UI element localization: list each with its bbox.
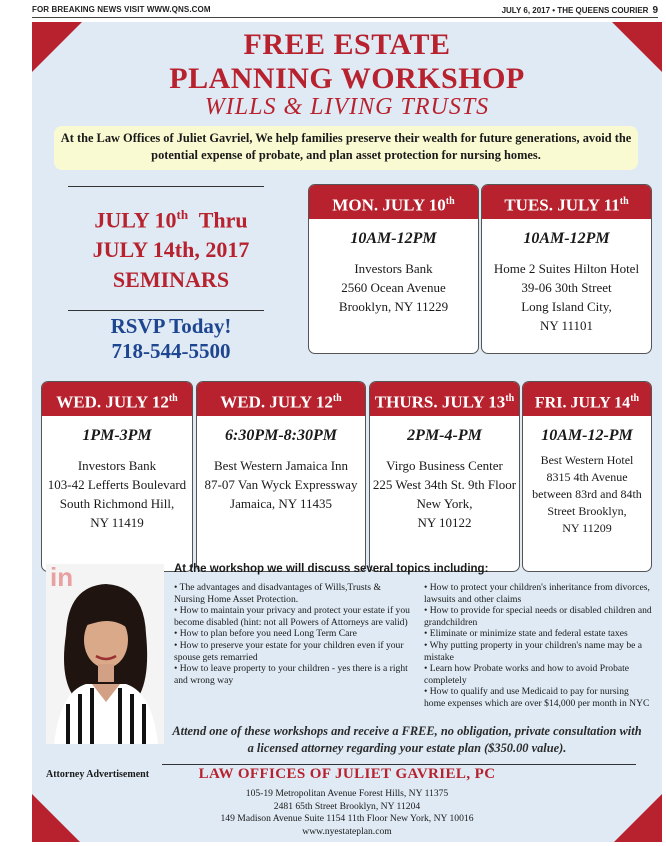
divider bbox=[68, 310, 264, 311]
seminar-time: 6:30PM-8:30PM bbox=[225, 427, 337, 444]
venue-line: Street Brooklyn, bbox=[547, 504, 627, 518]
topics-right-column bbox=[424, 582, 652, 710]
venue-line: NY 10122 bbox=[417, 515, 472, 530]
topic-item: • How to plan before you need Long Term Care bbox=[174, 628, 357, 640]
seminar-time: 10AM-12PM bbox=[350, 230, 437, 247]
venue-line: 225 West 34th St. 9th Floor bbox=[372, 477, 517, 492]
newspaper-header bbox=[32, 4, 658, 18]
venue-line: 39-06 30th Street bbox=[521, 280, 612, 295]
venue-line: Long Island City, bbox=[521, 299, 612, 314]
venue-line: South Richmond Hill, bbox=[59, 496, 175, 511]
topic-item: • How to preserve your estate for your children even if your spouse gets remarried bbox=[174, 639, 404, 663]
title-line-1: FREE ESTATE bbox=[243, 28, 451, 61]
dates-line-2: JULY 14th, 2017 bbox=[92, 237, 250, 263]
topics-heading: At the workshop we will discuss several topics including: bbox=[174, 563, 489, 575]
venue-line: Jamaica, NY 11435 bbox=[230, 496, 332, 511]
seminar-card bbox=[41, 381, 193, 572]
venue-line: Best Western Hotel bbox=[540, 453, 634, 467]
venue-line: NY 11209 bbox=[562, 521, 612, 535]
seminar-day: WED. JULY 12th bbox=[197, 382, 365, 416]
divider bbox=[162, 764, 636, 765]
attorney-photo bbox=[46, 564, 164, 744]
firm-addresses bbox=[32, 788, 662, 838]
seminar-card bbox=[196, 381, 366, 572]
dates-line-1: JULY 10th Thru bbox=[94, 207, 248, 233]
seminar-card bbox=[481, 184, 652, 354]
seminar-card bbox=[369, 381, 520, 572]
venue-line: between 83rd and 84th bbox=[532, 487, 642, 501]
header-right: JULY 6, 2017 • THE QUEENS COURIER 9 bbox=[501, 5, 658, 16]
header-divider bbox=[32, 17, 658, 18]
intro-banner: At the Law Offices of Juliet Gavriel, We help families preserve their wealth for future generations, avoid the potential expense of probate, and plan asset protection for nursing homes. bbox=[54, 126, 638, 170]
seminar-card bbox=[308, 184, 479, 354]
portrait-image bbox=[46, 564, 164, 744]
firm-name: LAW OFFICES OF JULIET GAVRIEL, PC bbox=[198, 766, 496, 782]
topics-left-column bbox=[174, 582, 414, 686]
seminar-day: FRI. JULY 14th bbox=[523, 382, 651, 416]
seminar-day: WED. JULY 12th bbox=[42, 382, 192, 416]
page-number: 9 bbox=[652, 5, 658, 16]
venue-line: Investors Bank bbox=[354, 261, 433, 276]
topic-item: • How to protect your children's inheritance from divorces, lawsuits and other claims bbox=[424, 582, 650, 605]
topic-item: • The advantages and disadvantages of Wills,Trusts & Nursing Home Asset Protection. bbox=[174, 582, 381, 605]
header-left: FOR BREAKING NEWS VISIT WWW.QNS.COM bbox=[32, 5, 211, 14]
rsvp-phone[interactable]: 718-544-5500 bbox=[111, 339, 231, 363]
venue-line: 2560 Ocean Avenue bbox=[341, 280, 446, 295]
topic-item: • Why putting property in your children's name may be a mistake bbox=[424, 639, 643, 663]
seminar-card bbox=[522, 381, 652, 572]
venue-line: Best Western Jamaica Inn bbox=[213, 458, 349, 473]
venue-line: 87-07 Van Wyck Expressway bbox=[204, 477, 358, 492]
topic-item: • How to provide for special needs or disabled children and grandchildren bbox=[424, 605, 652, 628]
advertisement bbox=[32, 22, 662, 842]
rsvp-block bbox=[62, 314, 280, 364]
svg-text:in: in bbox=[50, 564, 74, 592]
venue-line: Brooklyn, NY 11229 bbox=[338, 299, 449, 314]
venue-line: Home 2 Suites Hilton Hotel bbox=[493, 261, 640, 276]
seminar-time: 10AM-12-PM bbox=[541, 427, 633, 444]
seminar-time: 1PM-3PM bbox=[82, 427, 152, 444]
address-line: 105-19 Metropolitan Avenue Forest Hills, NY 11375 bbox=[245, 788, 449, 799]
title-line-2: PLANNING WORKSHOP bbox=[169, 62, 525, 95]
topic-item: • How to qualify and use Medicaid to pay for nursing home expenses which are over $14,000 per month in NYC bbox=[424, 686, 650, 709]
subtitle: WILLS & LIVING TRUSTS bbox=[204, 94, 490, 120]
venue-line: 103-42 Lefferts Boulevard bbox=[47, 477, 187, 492]
venue-line: Investors Bank bbox=[77, 458, 157, 473]
address-line: 149 Madison Avenue Suite 1154 11th Floor New York, NY 10016 bbox=[220, 813, 474, 824]
venue-line: NY 11419 bbox=[90, 515, 144, 530]
topic-item: • How to leave property to your children - yes there is a right and wrong way bbox=[174, 663, 408, 686]
rsvp-label: RSVP Today! bbox=[110, 314, 232, 338]
topic-item: • How to maintain your privacy and protect your estate if you become disabled (hint: not all Powers of Attorneys are valid) bbox=[174, 605, 410, 628]
venue-line: NY 11101 bbox=[539, 318, 594, 333]
consultation-offer: Attend one of these workshops and receive a FREE, no obligation, private consultation with a licensed attorney regarding your estate plan ($350.00 value). bbox=[172, 724, 642, 755]
venue-line: 8315 4th Avenue bbox=[546, 470, 628, 484]
seminar-time: 2PM-4-PM bbox=[407, 427, 482, 444]
topic-item: • Eliminate or minimize state and federal estate taxes bbox=[424, 628, 628, 640]
topic-item: • Learn how Probate works and how to avoid Probate completely bbox=[424, 663, 630, 686]
seminar-dates bbox=[62, 200, 280, 295]
seminar-day: THURS. JULY 13th bbox=[370, 382, 519, 416]
attorney-advertisement-label: Attorney Advertisement bbox=[46, 769, 150, 780]
venue-line: New York, bbox=[416, 496, 473, 511]
seminar-day: TUES. JULY 11th bbox=[482, 185, 651, 219]
website-link[interactable]: www.nyestateplan.com bbox=[302, 825, 392, 837]
seminar-time: 10AM-12PM bbox=[523, 230, 610, 247]
dates-line-3: SEMINARS bbox=[112, 267, 230, 293]
address-line: 2481 65th Street Brooklyn, NY 11204 bbox=[273, 800, 421, 812]
seminar-day: MON. JULY 10th bbox=[309, 185, 478, 219]
divider bbox=[68, 186, 264, 187]
venue-line: Virgo Business Center bbox=[386, 458, 503, 473]
